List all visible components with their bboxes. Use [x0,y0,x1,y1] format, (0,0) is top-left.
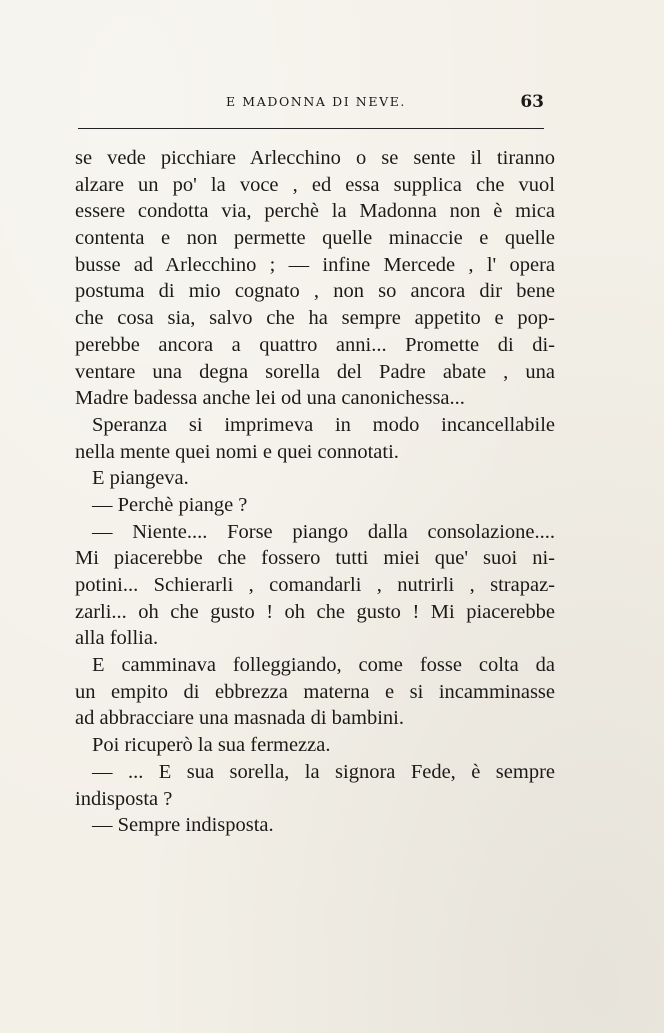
text-line: zarli... oh che gusto ! oh che gusto ! Mi piacerebbe [75,600,555,623]
text-line: se vede picchiare Arlecchino o se sente il tiranno [75,147,555,169]
running-head: E MADONNA DI NEVE. [226,94,406,109]
text-line: E camminava folleggiando, come fosse colta da [92,654,555,677]
header-rule [78,128,544,129]
text-line: Speranza si imprimeva in modo incancellabile [92,413,555,436]
text-line: Poi ricuperò la sua fermezza. [92,734,331,757]
text-line: contenta e non permette quelle minaccie e quelle [75,227,555,250]
text-line: perebbe ancora a quattro anni... Promette di di- [75,333,555,356]
body-text [75,145,555,839]
text-line: — Niente.... Forse piango dalla consolazione.... [92,520,555,543]
text-line: nella mente quei nomi e quei connotati. [75,440,399,463]
text-line: Madre badessa anche lei od una canonichessa... [75,387,465,410]
text-line: che cosa sia, salvo che ha sempre appetito e pop- [75,307,555,330]
text-line: — ... E sua sorella, la signora Fede, è sempre [92,760,555,783]
text-line: — Sempre indisposta. [92,814,274,837]
text-line: Mi piacerebbe che fossero tutti miei que' suoi ni- [75,547,555,570]
text-line: postuma di mio cognato , non so ancora dir bene [75,280,555,303]
text-line: busse ad Arlecchino ; — infine Mercede , l' opera [75,253,555,276]
text-line: ventare una degna sorella del Padre abate , una [75,360,555,383]
text-line: un empito di ebbrezza materna e si incamminasse [75,680,555,703]
text-line: alla follia. [75,627,159,650]
text-line: potini... Schierarli , comandarli , nutrirli , strapaz- [75,574,555,596]
text-line: — Perchè piange ? [92,493,248,516]
page-header [78,92,544,116]
page-number: 63 [520,92,544,112]
text-line: indisposta ? [75,787,173,810]
text-line: ad abbracciare una masnada di bambini. [75,707,404,730]
text-line: alzare un po' la voce , ed essa supplica che vuol [75,173,555,196]
text-line: E piangeva. [92,467,189,490]
text-line: essere condotta via, perchè la Madonna non è mica [75,200,555,223]
